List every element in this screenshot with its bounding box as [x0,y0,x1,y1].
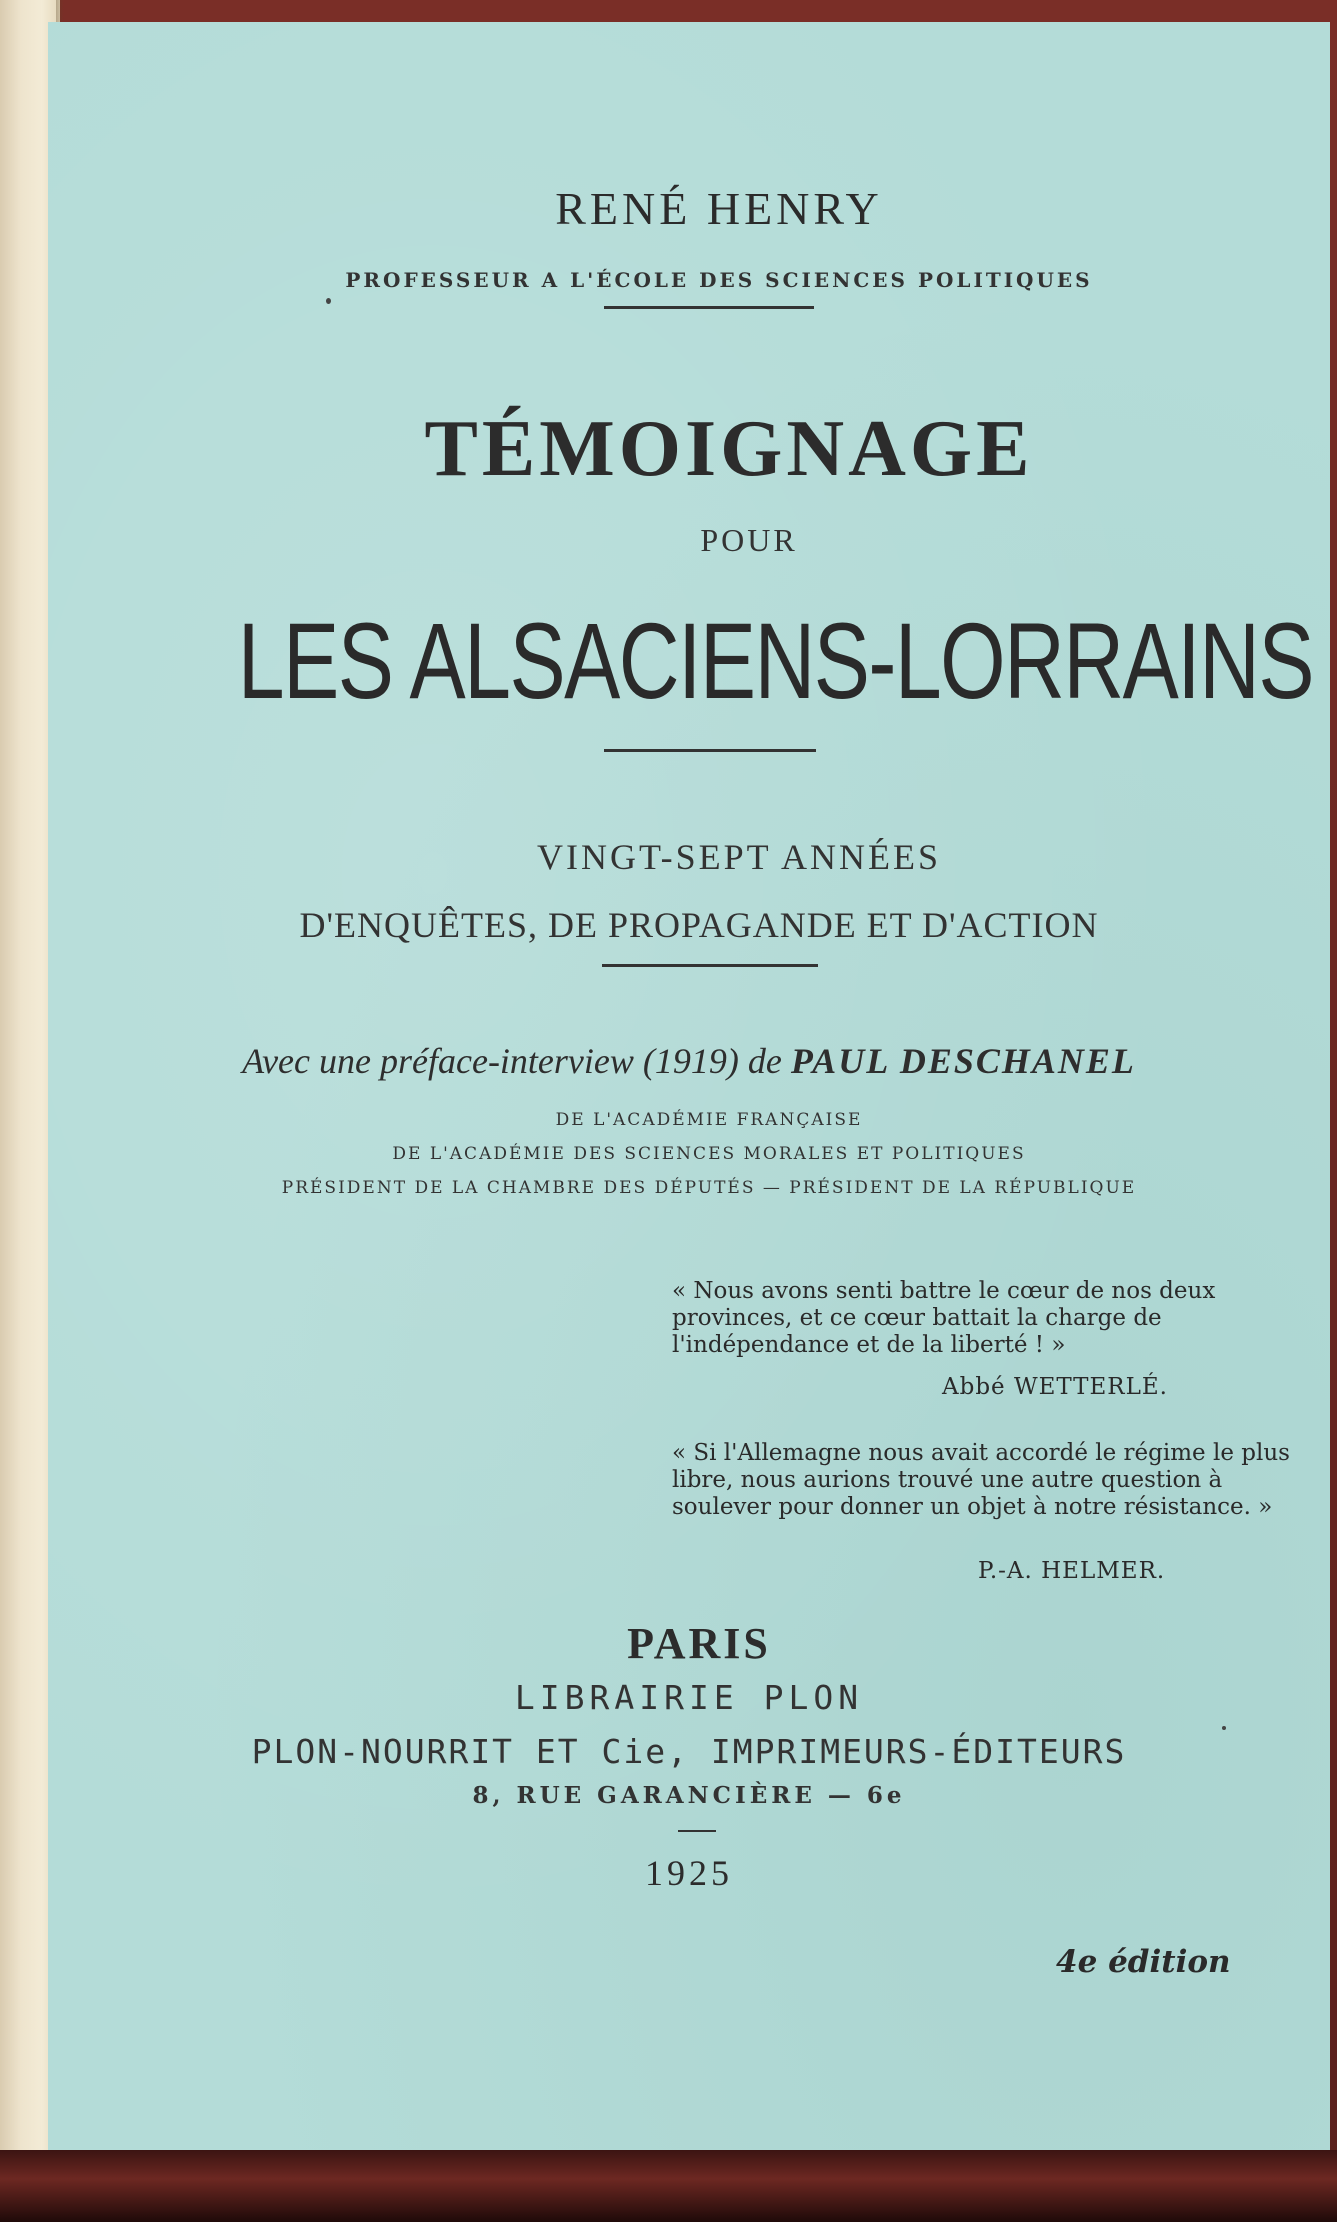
imprint-printer: PLON-NOURRIT ET Cie, IMPRIMEURS-ÉDITEURS [251,1732,1127,1771]
imprint-year: 1925 [645,1853,733,1893]
preface-intro: Avec une préface-interview (1919) de [242,1041,791,1081]
ink-speck [1222,1726,1226,1730]
epigraph-attribution-2: P.-A. HELMER. [978,1558,1166,1584]
epigraph-quote-2: « Si l'Allemagne nous avait accordé le régime le plus libre, nous aurions trouvé une autre question à soulever pour donner un objet à notre résistance. » [672,1440,1290,1520]
subtitle-line-1: VINGT-SEPT ANNÉES [536,837,942,877]
imprint-city: PARIS [627,1619,771,1668]
credential-line: PRÉSIDENT DE LA CHAMBRE DES DÉPUTÉS — PRÉSIDENT DE LA RÉPUBLIQUE [281,1178,1137,1198]
preface-line [48,1040,1330,1082]
credential-line: DE L'ACADÉMIE FRANÇAISE [555,1110,863,1130]
subtitle-line-2: D'ENQUÊTES, DE PROPAGANDE ET D'ACTION [299,905,1099,945]
imprint-publisher: LIBRAIRIE PLON [514,1678,864,1717]
divider-rule-4 [678,1830,716,1832]
book-cover-edge [0,2150,1337,2222]
ink-speck [326,298,331,304]
divider-rule-3 [602,964,818,967]
author-name: RENÉ HENRY [555,183,883,234]
epigraph-quote-1: « Nous avons senti battre le cœur de nos deux provinces, et ce cœur battait la charge de l'indépendance et de la liberté ! » [672,1278,1216,1358]
epigraph-attribution-1: Abbé WETTERLÉ. [942,1374,1168,1400]
imprint-address: 8, RUE GARANCIÈRE — 6e [472,1782,906,1809]
credential-line: DE L'ACADÉMIE DES SCIENCES MORALES ET POLITIQUES [392,1144,1026,1164]
divider-rule-2 [604,749,816,752]
edition-label: 4e édition [1056,1944,1231,1980]
book-title-subject: LES ALSACIENS-LORRAINS [237,600,1314,721]
title-page [48,22,1330,2150]
book-title-connector: POUR [700,522,798,558]
author-title: PROFESSEUR A L'ÉCOLE DES SCIENCES POLITIQUES [345,268,1093,292]
divider-rule-1 [604,306,814,309]
book-title: TÉMOIGNAGE [424,405,1034,493]
preface-author: PAUL DESCHANEL [790,1041,1136,1081]
